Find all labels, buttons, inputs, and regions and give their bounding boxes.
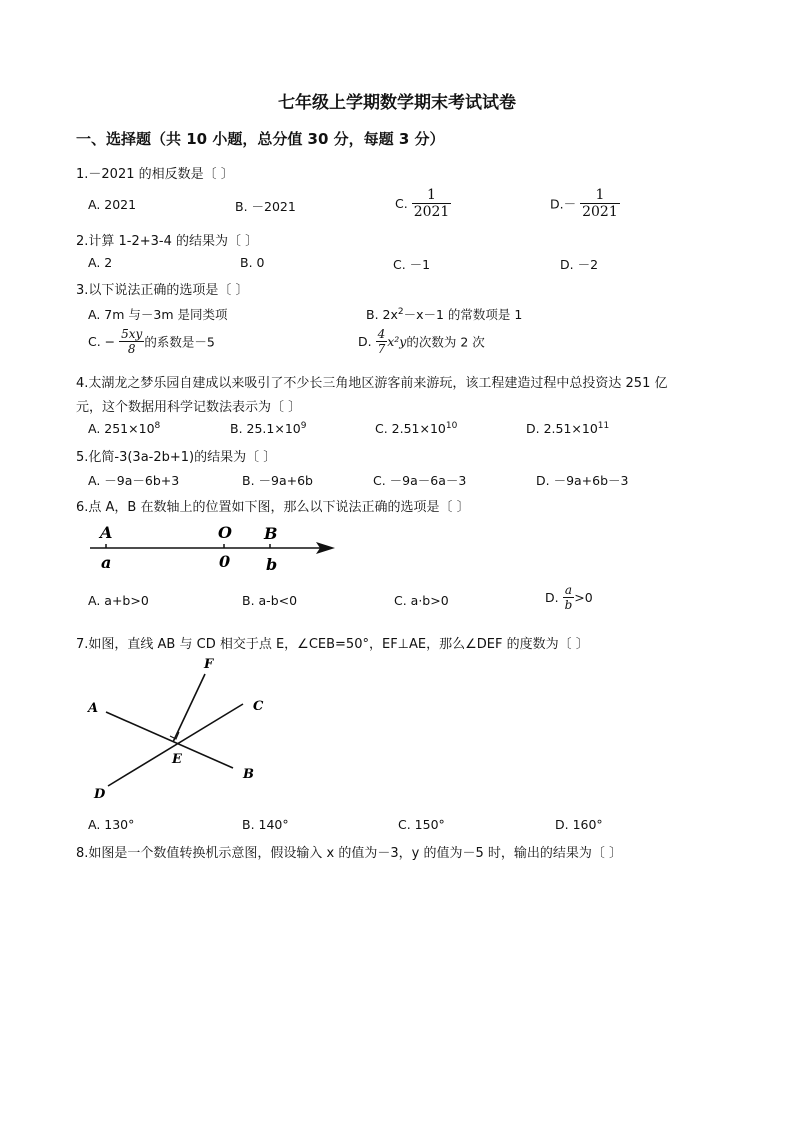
page-title: 七年级上学期数学期末考试试卷 [278, 93, 516, 113]
q4-c-exp: 10 [445, 421, 458, 431]
q7-option-c: C. 150° [398, 817, 445, 832]
q3-d-num: 4 [377, 327, 386, 341]
q5-option-b: B. －9a+6b [242, 473, 313, 488]
q1-d-num: 1 [595, 187, 605, 203]
question-8-stem: 8.如图是一个数值转换机示意图，假设输入 x 的值为－3，y 的值为－5 时，输出的结果为〔 〕 [76, 846, 622, 861]
q1-option-a: A. 2021 [88, 197, 137, 212]
q5-option-d: D. －9a+6b－3 [536, 473, 629, 488]
point-label-a-upper: A [100, 523, 113, 542]
point-label-o: O [218, 523, 232, 542]
label-f: F [204, 657, 214, 672]
intersecting-lines-figure [80, 652, 280, 812]
line-ab [106, 712, 233, 768]
q4-option-b [230, 421, 306, 436]
q3-option-d [358, 328, 485, 355]
q6-d-fraction [563, 584, 575, 611]
q1-d-den: 2021 [582, 204, 618, 220]
question-4-stem-line1: 4.太湖龙之梦乐园自建成以来吸引了不少长三角地区游客前来游玩，该工程建造过程中总投资达 251 亿 [76, 376, 668, 391]
q3-option-c [88, 328, 215, 355]
q4-d-base: D. 2.51×10 [526, 421, 598, 437]
q3-c-prefix: C. − [88, 334, 116, 349]
q5-option-a: A. －9a－6b+3 [88, 473, 180, 488]
question-2-stem: 2.计算 1-2+3-4 的结果为〔 〕 [76, 234, 259, 249]
q1-option-b: B. －2021 [235, 199, 296, 214]
q1-c-num: 1 [427, 187, 436, 203]
q2-option-c: C. －1 [393, 257, 431, 272]
value-label-b: b [266, 555, 278, 574]
q2-option-d: D. －2 [560, 257, 599, 272]
q1-d-fraction [580, 188, 620, 219]
question-7-stem: 7.如图，直线 AB 与 CD 相交于点 E，∠CEB=50°，EF⊥AE，那么∠DEF 的度数为〔 〕 [76, 637, 589, 652]
q2-option-b: B. 0 [240, 255, 265, 270]
q1-c-prefix: C. [395, 196, 408, 211]
q7-option-d: D. 160° [555, 817, 603, 832]
q6-option-c: C. a·b>0 [394, 593, 449, 608]
q6-d-num: a [564, 583, 573, 597]
point-label-b-upper: B [264, 524, 278, 543]
q3-b-exp: 2 [397, 306, 404, 317]
q1-option-d [550, 188, 620, 219]
label-b: B [243, 767, 254, 782]
label-a: A [88, 701, 99, 716]
question-6-stem: 6.点 A，B 在数轴上的位置如下图，那么以下说法正确的选项是〔 〕 [76, 500, 470, 515]
q6-option-b: B. a-b<0 [242, 593, 298, 608]
question-4-stem-line2: 元，这个数据用科学记数法表示为〔 〕 [76, 400, 302, 415]
q2-option-a: A. 2 [88, 255, 113, 270]
label-e: E [172, 752, 182, 767]
q7-option-a: A. 130° [88, 817, 135, 832]
q3-c-post: 的系数是－5 [144, 334, 215, 350]
q4-option-c [375, 421, 457, 436]
q6-d-den: b [564, 598, 573, 612]
q1-d-prefix: D.－ [550, 196, 577, 212]
question-1-stem: 1.－2021 的相反数是〔 〕 [76, 167, 234, 182]
value-label-0: 0 [219, 552, 231, 571]
label-c: C [253, 699, 264, 714]
question-3-stem: 3.以下说法正确的选项是〔 〕 [76, 283, 249, 298]
q4-d-exp: 11 [597, 421, 610, 431]
q7-option-b: B. 140° [242, 817, 289, 832]
question-5-stem: 5.化简-3(3a-2b+1)的结果为〔 〕 [76, 450, 277, 465]
ray-ef [173, 674, 205, 742]
q4-option-a [88, 421, 160, 436]
label-d: D [94, 787, 106, 802]
q6-option-a: A. a+b>0 [88, 593, 149, 608]
q3-c-fraction [119, 328, 144, 355]
value-label-a: a [101, 553, 112, 572]
q4-b-exp: 9 [300, 421, 307, 431]
q6-d-prefix: D. [545, 590, 559, 605]
q3-d-den: 7 [377, 342, 386, 356]
q3-d-post: 的次数为 2 次 [406, 334, 485, 350]
q1-option-c [395, 188, 451, 219]
q1-c-fraction [412, 188, 452, 219]
q3-c-den: 8 [119, 341, 144, 355]
q5-option-c: C. －9a－6a－3 [373, 473, 467, 488]
q6-d-post: >0 [574, 590, 593, 605]
section-heading: 一、选择题（共 10 小题，总分值 30 分，每题 3 分） [76, 130, 445, 148]
number-line-figure [80, 518, 340, 578]
line-cd [108, 704, 243, 786]
q3-b-pre: B. 2x [366, 307, 398, 322]
q3-c-num: 5xy [121, 327, 143, 341]
q1-c-den: 2021 [413, 204, 450, 220]
q4-c-base: C. 2.51×10 [375, 421, 446, 437]
q4-b-base: B. 25.1×10 [230, 421, 301, 437]
q4-a-base: A. 251×10 [88, 421, 155, 437]
q6-option-d [545, 584, 593, 611]
q4-option-d [526, 421, 609, 436]
q3-b-post: －x－1 的常数项是 1 [403, 307, 523, 322]
q3-d-var: x²y [387, 334, 407, 349]
q3-option-a: A. 7m 与－3m 是同类项 [88, 307, 228, 322]
q3-d-prefix: D. [358, 334, 372, 349]
q3-option-b [366, 305, 522, 323]
q4-a-exp: 8 [154, 421, 161, 431]
q3-d-fraction [376, 328, 388, 355]
